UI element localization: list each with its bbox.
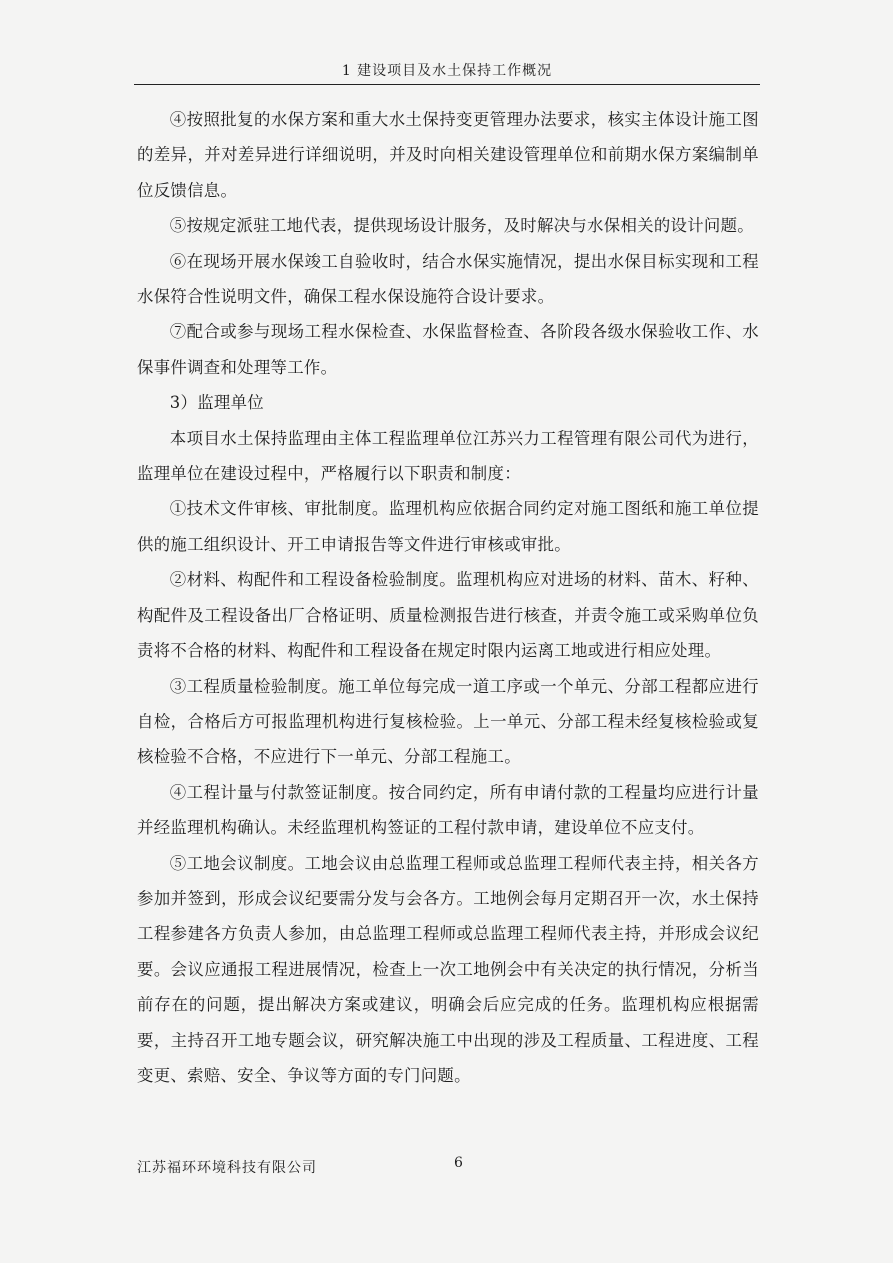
paragraph-design-item-7: ⑦配合或参与现场工程水保检查、水保监督检查、各阶段各级水保验收工作、水保事件调查和处理等工作。 xyxy=(137,322,759,377)
section-heading-supervision-unit: 3）监理单位 xyxy=(169,393,264,413)
paragraph-supervision-item-1: ①技术文件审核、审批制度。监理机构应依据合同约定对施工图纸和施工单位提供的施工组织设计、开工申请报告等文件进行审核或审批。 xyxy=(137,499,759,554)
paragraph-supervision-item-2: ②材料、构配件和工程设备检验制度。监理机构应对进场的材料、苗木、籽种、构配件及工程设备出厂合格证明、质量检测报告进行核查，并责令施工或采购单位负责将不合格的材料、构配件和工程设备在规定时限内运离工地或进行相应处理。 xyxy=(137,570,759,661)
header-divider xyxy=(134,84,760,85)
paragraph-design-item-4: ④按照批复的水保方案和重大水土保持变更管理办法要求，核实主体设计施工图的差异，并对差异进行详细说明，并及时向相关建设管理单位和前期水保方案编制单位反馈信息。 xyxy=(137,110,759,200)
footer-company-name: 江苏福环环境科技有限公司 xyxy=(137,1160,317,1176)
paragraph-supervision-item-3: ③工程质量检验制度。施工单位每完成一道工序或一个单元、分部工程都应进行自检，合格后方可报监理机构进行复核检验。上一单元、分部工程未经复核检验或复核检验不合格，不应进行下一单元、分部工程施工。 xyxy=(137,676,759,767)
document-body xyxy=(137,102,759,1093)
paragraph-supervision-intro: 本项目水土保持监理由主体工程监理单位江苏兴力工程管理有限公司代为进行，监理单位在建设过程中，严格履行以下职责和制度： xyxy=(137,428,759,484)
paragraph-design-item-6: ⑥在现场开展水保竣工自验收时，结合水保实施情况，提出水保目标实现和工程水保符合性说明文件，确保工程水保设施符合设计要求。 xyxy=(137,251,759,307)
paragraph-supervision-item-5: ⑤工地会议制度。工地会议由总监理工程师或总监理工程师代表主持，相关各方参加并签到，形成会议纪要需分发与会各方。工地例会每月定期召开一次，水土保持工程参建各方负责人参加，由总监理工程师或总监理工程师代表主持，并形成会议纪要。会议应通报工程进展情况，检查上一次工地例会中有关决定的执行情况，分析当前存在的问题，提出解决方案或建议，明确会后应完成的任务。监理机构应根据需要，主持召开工地专题会议，研究解决施工中出现的涉及工程质量、工程进度、工程变更、索赔、安全、争议等方面的专门问题。 xyxy=(137,853,759,1085)
paragraph-supervision-item-4: ④工程计量与付款签证制度。按合同约定，所有申请付款的工程量均应进行计量并经监理机构确认。未经监理机构签证的工程付款申请，建设单位不应支付。 xyxy=(137,782,759,838)
page-header-title: 1 建设项目及水土保持工作概况 xyxy=(341,63,553,79)
footer-page-number: 6 xyxy=(454,1155,463,1171)
paragraph-design-item-5: ⑤按规定派驻工地代表，提供现场设计服务，及时解决与水保相关的设计问题。 xyxy=(169,216,754,236)
